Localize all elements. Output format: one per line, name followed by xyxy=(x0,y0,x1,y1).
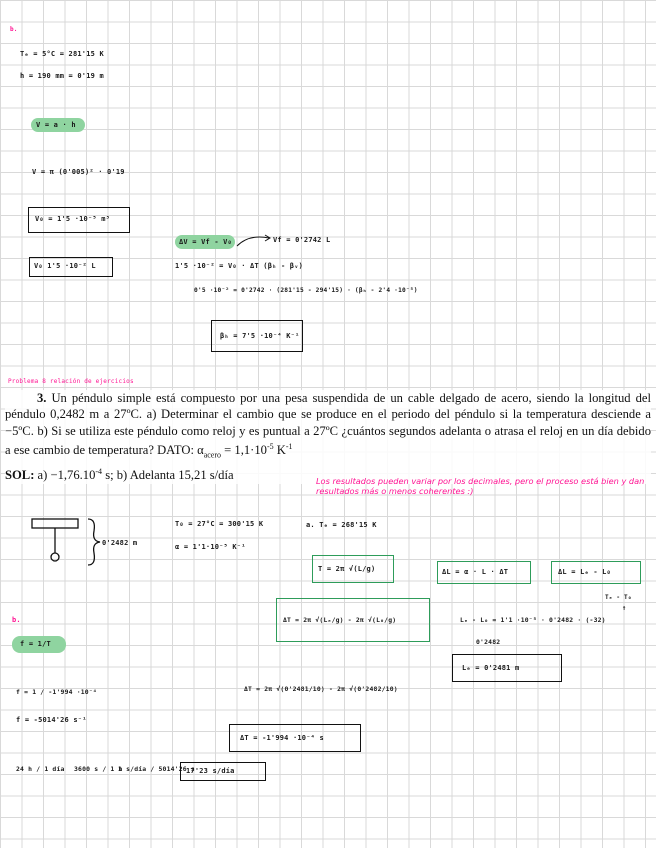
v-liters: V₀ 1'5 ·10⁻² L xyxy=(34,262,96,270)
eq1: 1'5 ·10⁻² = V₀ · ΔT (βₕ - βᵥ) xyxy=(175,262,304,270)
lf-result: Lₑ = 0'2481 m xyxy=(462,664,520,672)
dato-value: = 1,1·10 xyxy=(221,443,267,458)
beta-result: βₕ = 7'5 ·10⁻⁴ K⁻¹ xyxy=(220,332,300,340)
dl-formula: ΔL = α · L · ΔT xyxy=(442,568,509,576)
dato-unit: K xyxy=(273,443,286,458)
vf-label: Vf = 0'2742 L xyxy=(273,236,331,244)
dt-calc: ΔT = 2π √(0'2481/10) - 2π √(0'2482/10) xyxy=(244,685,398,693)
f-result: f = -5014'26 s⁻¹ xyxy=(16,716,87,724)
a-tf-line: a. Tₑ = 268'15 K xyxy=(306,521,377,529)
v-calc: V = π (0'005)² · 0'19 xyxy=(32,168,125,176)
t0-line: T₀ = 27°C = 300'15 K xyxy=(175,520,264,528)
section-b-label-top: b. xyxy=(10,26,18,33)
sol-rest: s; b) Adelanta 15,21 s/día xyxy=(102,468,234,483)
v0-result: V₀ = 1'5 ·10⁻⁵ m³ xyxy=(35,215,111,223)
pendulum-length: 0'2482 m xyxy=(102,539,138,547)
lf-calc: Lₑ - L₀ = 1'1 ·10⁻⁵ · 0'2482 · (-32) xyxy=(460,616,606,624)
v-formula: V = a · h xyxy=(36,121,76,129)
dt-formula: ΔT = 2π √(Lₑ/g) - 2π √(L₀/g) xyxy=(283,616,397,624)
dato-exp: -5 xyxy=(266,442,274,452)
eq2: 0'5 ·10⁻² = 0'2742 · (281'15 - 294'15) · (βₕ - 2'4 ·10⁻⁵) xyxy=(194,287,418,294)
lf-sub: 0'2482 xyxy=(476,638,501,646)
period-formula: T = 2π √(L/g) xyxy=(318,565,376,573)
f-formula: f = 1/T xyxy=(20,640,51,648)
conv-factor-3: 1 s/día / 5014'26 s xyxy=(118,765,195,773)
f-calc: f = 1 / -1'994 ·10⁻⁴ xyxy=(16,688,97,696)
vf-arrow xyxy=(235,230,275,250)
alpha-line: α = 1'1·10⁻⁵ K⁻¹ xyxy=(175,543,246,551)
tf-line: Tₑ = 5°C = 281'15 K xyxy=(20,50,104,58)
sol-exp: -4 xyxy=(95,467,103,477)
problem-number: 3. xyxy=(37,391,47,405)
section-b-label: b. xyxy=(12,616,21,624)
pendulum-diagram xyxy=(30,517,110,567)
sol-label: SOL: xyxy=(5,468,35,483)
problem-statement xyxy=(5,390,651,484)
conv-factor-2: 3600 s / 1 h xyxy=(74,765,123,773)
dv-formula: ΔV = Vf - V₀ xyxy=(179,238,232,246)
conv-factor-1: 24 h / 1 día xyxy=(16,765,65,773)
pink-note: Los resultados pueden variar por los decimales, pero el proceso está bien y dan resultados más o menos coherentes :) xyxy=(316,476,645,496)
dt-result: ΔT = -1'994 ·10⁻⁴ s xyxy=(240,734,324,742)
dato-sub: acero xyxy=(203,450,222,460)
h-line: h = 190 mm = 0'19 m xyxy=(20,72,104,80)
problem-text: Un péndulo simple está compuesto por una pesa suspendida de un cable delgado de acero, siendo la longitud del péndulo 0,2482 m a 27ºC. a) Determinar el cambio que se produce en el periodo del péndulo si la temperatura desciende a −5ºC. b) Si se utiliza este péndulo como reloj y es puntual a 27ºC ¿cuántos segundos adelanta o atrasa el reloj en un día debido a ese cambio de temperatura? DATO: α xyxy=(5,391,651,458)
conv-result: 17'23 s/día xyxy=(186,767,235,775)
problem-header: Problema 8 relación de ejercicios xyxy=(8,378,134,385)
dl-formula2: ΔL = Lₑ - L₀ xyxy=(558,568,611,576)
sol-text: a) −1,76.10 xyxy=(34,468,96,483)
tf-t0-arrow: ↑ xyxy=(622,604,627,612)
dato-unit-exp: -1 xyxy=(285,442,293,452)
tf-t0-note: Tₑ - T₀ xyxy=(605,594,632,601)
